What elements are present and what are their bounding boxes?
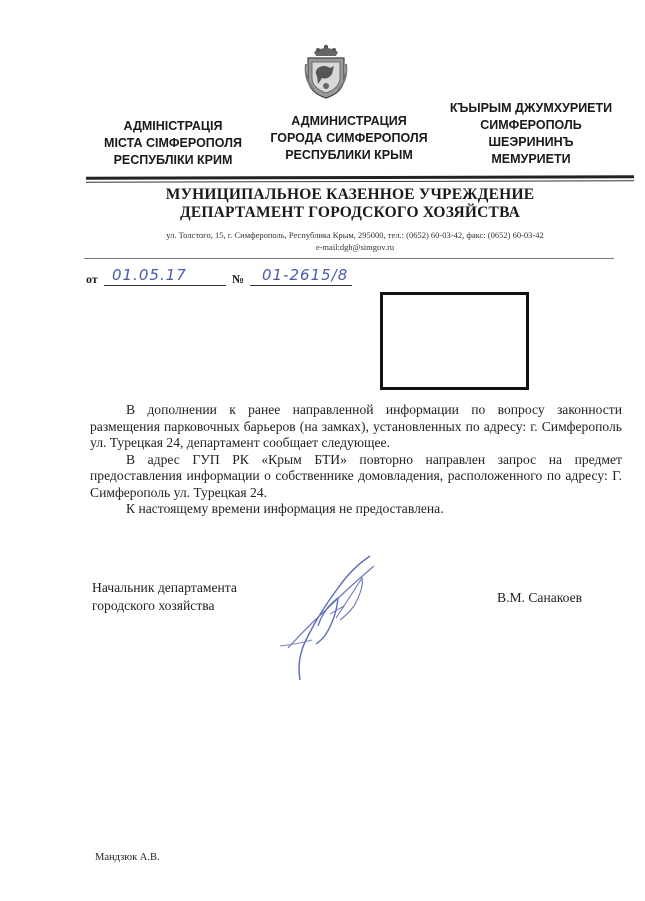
header-right-line: ШЕЭРИНИНЪ <box>488 135 574 149</box>
header-rule-thin <box>86 180 634 182</box>
date-underline <box>104 285 226 286</box>
body-paragraph-3: К настоящему времени информация не предоставлена. <box>126 501 444 516</box>
department-address: ул. Толстого, 15, г. Симферополь, Республика Крым, 295000, тел.: (0652) 60-03-42, факс: (0652) 60-03-42 <box>166 230 544 240</box>
header-left-line: МІСТА СІМФЕРОПОЛЯ <box>104 136 242 150</box>
signatory-position-line1: Начальник департамента <box>92 580 237 595</box>
header-center-line: ГОРОДА СИМФЕРОПОЛЯ <box>270 131 428 145</box>
signatory-position-line2: городского хозяйства <box>92 598 215 613</box>
department-title-line2: ДЕПАРТАМЕНТ ГОРОДСКОГО ХОЗЯЙСТВА <box>179 204 521 221</box>
number-underline <box>250 285 352 286</box>
number-value: 01-2615/8 <box>262 266 349 284</box>
header-right-line: МЕМУРИЕТИ <box>491 152 571 166</box>
header-center-column <box>263 113 435 164</box>
date-value: 01.05.17 <box>112 266 187 284</box>
header-right-line: КЪЫРЫМ ДЖУМХУРИЕТИ <box>449 101 613 115</box>
department-title <box>120 186 580 222</box>
header-left-line: АДМІНІСТРАЦІЯ <box>123 119 223 133</box>
from-label: от <box>86 272 98 286</box>
header-right-line: СИМФЕРОПОЛЬ <box>480 118 582 132</box>
redacted-addressee-box <box>380 292 529 390</box>
header-center-line: АДМИНИСТРАЦИЯ <box>291 114 407 128</box>
header-left-column <box>88 118 258 169</box>
body-paragraph-1: В дополнении к ранее направленной информации по вопросу законности размещения парковочных барьеров (на замках), установленных по адресу: г. Симферополь ул. Турецкая 24, департамент сообщает следующее. <box>90 402 622 450</box>
executor-name: Мандзюк А.В. <box>95 852 160 863</box>
header-right-column <box>444 100 618 168</box>
header-left-line: РЕСПУБЛІКИ КРИМ <box>113 153 233 167</box>
letter-body <box>90 402 622 518</box>
coat-of-arms-emblem <box>304 44 348 100</box>
body-paragraph-2: В адрес ГУП РК «Крым БТИ» повторно направлен запрос на предмет предоставления информации о собственнике домовладения, расположенного по адресу: Г. Симферополь ул. Турецкая 24. <box>90 451 622 500</box>
number-label: № <box>232 272 245 286</box>
registration-rule <box>84 258 614 259</box>
department-title-line1: МУНИЦИПАЛЬНОЕ КАЗЕННОЕ УЧРЕЖДЕНИЕ <box>165 186 535 203</box>
header-rule-thick <box>86 175 634 179</box>
handwritten-signature <box>278 548 398 688</box>
signatory-name: В.М. Санакоев <box>497 590 583 605</box>
department-email: e-mail:dgh@simgov.ru <box>315 242 395 252</box>
header-center-line: РЕСПУБЛИКИ КРЫМ <box>285 148 413 162</box>
